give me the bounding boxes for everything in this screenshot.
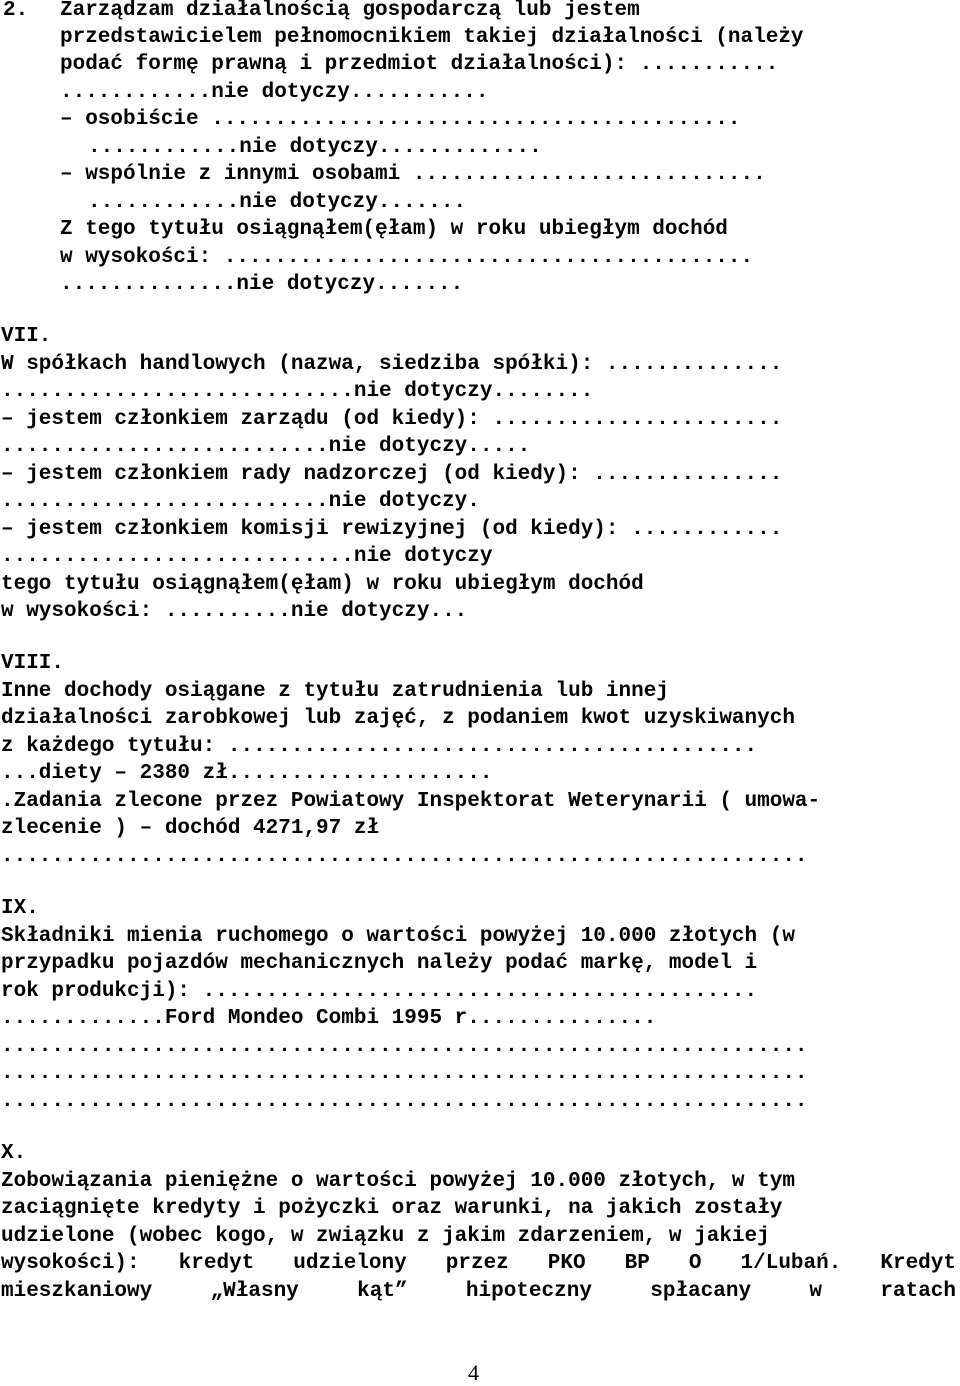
text-line: wysokości): kredyt udzielony przez PKO BP O 1/Lubań. Kredyt — [1, 1252, 956, 1275]
text-line: Zobowiązania pieniężne o wartości powyżej 10.000 złotych, w tym — [1, 1170, 795, 1193]
text-line: przedstawicielem pełnomocnikiem takiej działalności (należy — [60, 26, 804, 49]
text-line: Zarządzam działalnością gospodarczą lub jestem — [60, 0, 640, 22]
text-line: udzielone (wobec kogo, w związku z jakim zdarzeniem, w jakiej — [1, 1225, 770, 1248]
section-heading: X. — [1, 1142, 27, 1165]
text-line: w wysokości: ..........nie dotyczy... — [1, 600, 468, 623]
text-line: z każdego tytułu: .......................................... — [1, 735, 758, 758]
text-line: – jestem członkiem zarządu (od kiedy): ....................... — [1, 408, 783, 431]
text-line: ............nie dotyczy............. — [88, 136, 542, 159]
section-heading: VII. — [1, 325, 52, 348]
text-line: zlecenie ) – dochód 4271,97 zł — [1, 817, 380, 840]
text-line: ..............nie dotyczy....... — [60, 273, 464, 296]
text-line: mieszkaniowy „Własny kąt” hipoteczny spłacany w ratach — [1, 1280, 956, 1303]
text-line: ...diety – 2380 zł..................... — [1, 762, 493, 785]
text-line: W spółkach handlowych (nazwa, siedziba spółki): .............. — [1, 353, 783, 376]
text-line: przypadku pojazdów mechanicznych należy podać markę, model i — [1, 952, 758, 975]
text-line: działalności zarobkowej lub zajęć, z podaniem kwot uzyskiwanych — [1, 707, 795, 730]
section-heading: VIII. — [1, 652, 65, 675]
text-line: Składniki mienia ruchomego o wartości powyżej 10.000 złotych (w — [1, 925, 795, 948]
text-line: ............nie dotyczy....... — [88, 191, 467, 214]
text-line: ............nie dotyczy........... — [60, 81, 489, 104]
text-line: w wysokości: .......................................... — [60, 246, 754, 269]
text-line: – wspólnie z innymi osobami ............................ — [60, 163, 766, 186]
section-number: 2. — [3, 0, 29, 22]
text-line: podać formę prawną i przedmiot działalności): ........... — [60, 53, 779, 76]
text-line: ............................nie dotyczy........ — [1, 380, 594, 403]
text-line: Inne dochody osiągane z tytułu zatrudnienia lub innej — [1, 680, 669, 703]
text-line: ................................................................ — [1, 1062, 808, 1085]
page-number: 4 — [468, 1360, 479, 1385]
text-line: – jestem członkiem komisji rewizyjnej (od kiedy): ............ — [1, 518, 783, 541]
text-line: .Zadania zlecone przez Powiatowy Inspektorat Weterynarii ( umowa- — [1, 790, 821, 813]
text-line: Z tego tytułu osiągnąłem(ęłam) w roku ubiegłym dochód — [60, 218, 728, 241]
text-line: .............Ford Mondeo Combi 1995 r............... — [1, 1007, 657, 1030]
text-line: ..........................nie dotyczy..... — [1, 435, 531, 458]
text-line: tego tytułu osiągnąłem(ęłam) w roku ubiegłym dochód — [1, 573, 644, 596]
section-heading: IX. — [1, 897, 39, 920]
text-line: zaciągnięte kredyty i pożyczki oraz warunki, na jakich zostały — [1, 1197, 783, 1220]
text-line: ................................................................ — [1, 1035, 808, 1058]
text-line: ..........................nie dotyczy. — [1, 490, 480, 513]
text-line: ............................nie dotyczy — [1, 545, 493, 568]
text-line: – jestem członkiem rady nadzorczej (od kiedy): ............... — [1, 463, 783, 486]
text-line: rok produkcji): ............................................ — [1, 980, 758, 1003]
text-line: – osobiście .......................................... — [60, 108, 741, 131]
text-line: ................................................................ — [1, 1090, 808, 1113]
text-line: ................................................................ — [1, 845, 808, 868]
